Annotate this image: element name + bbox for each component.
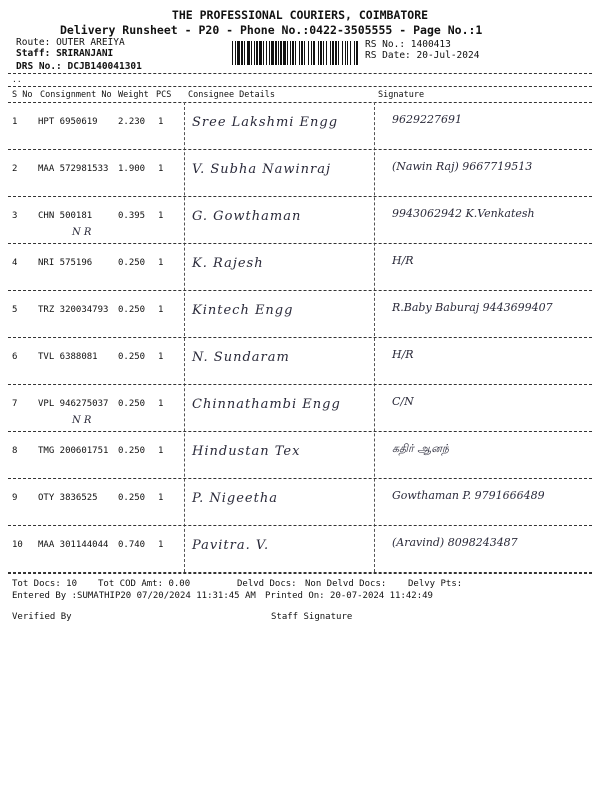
row-pcs: 1 [158,540,164,550]
col-weight: Weight [118,90,149,100]
rs-no-label: RS No.: [365,39,406,50]
row-weight: 0.250 [118,493,146,503]
row-divider [8,478,592,479]
row-pcs: 1 [158,164,164,174]
drs-label: DRS No.: [16,61,62,72]
row-divider [8,149,592,150]
row-weight: 0.250 [118,446,146,456]
divider [8,86,592,87]
row-consignee: N. Sundaram [192,350,290,365]
row-note: N R [72,227,92,238]
row-consignee: G. Gowthaman [192,209,302,224]
drs-value: DCJB140041301 [67,61,142,72]
row-consignment: MAA 301144044 [38,540,109,550]
row-sno: 3 [12,211,18,221]
row-consignee: Chinnathambi Engg [192,397,341,412]
row-divider [8,196,592,197]
printed-on: Printed On: 20-07-2024 11:42:49 [265,591,433,601]
row-divider [8,431,592,432]
col-signature: Signature [378,90,425,100]
row-divider [8,243,592,244]
entered-by: Entered By :SUMATHIP20 07/20/2024 11:31:45 AM [12,591,256,601]
rs-date-value: 20-Jul-2024 [416,50,480,61]
row-consignment: TRZ 320034793 [38,305,109,315]
rs-date-line [365,50,479,61]
row-consignment: NRI 575196 [38,258,93,268]
row-pcs: 1 [158,446,164,456]
row-signature: 9629227691 [392,113,462,126]
col-sno: S No [12,90,33,100]
row-consignee: Kintech Engg [192,303,294,318]
row-divider [8,290,592,291]
row-pcs: 1 [158,305,164,315]
row-sno: 2 [12,164,18,174]
divider [8,102,592,103]
row-divider [8,525,592,526]
staff-line [16,48,113,59]
route-label: Route: [16,37,51,48]
row-consignee: V. Subha Nawinraj [192,162,332,177]
staff-value: SRIRANJANI [56,48,114,59]
row-sno: 5 [12,305,18,315]
row-pcs: 1 [158,493,164,503]
non-delvd-docs: Non Delvd Docs: [305,579,387,589]
staff-label: Staff: [16,48,51,59]
row-consignee: P. Nigeetha [192,491,278,506]
row-sno: 9 [12,493,18,503]
runsheet-subtitle: Delivery Runsheet - P20 - Phone No.:0422-3505555 - Page No.:1 [60,23,483,37]
row-consignment: MAA 572981533 [38,164,109,174]
col-pcs: PCS [156,90,172,100]
tot-cod: Tot COD Amt: 0.00 [98,579,191,589]
row-pcs: 1 [158,211,164,221]
tot-docs: Tot Docs: 10 [12,579,78,589]
staff-signature: Staff Signature [271,612,353,622]
row-signature: (Nawin Raj) 9667719513 [392,160,533,173]
route-line [16,37,125,48]
row-signature: Gowthaman P. 9791666489 [392,489,545,502]
divider [8,573,592,574]
row-signature: H/R [392,348,414,361]
row-pcs: 1 [158,258,164,268]
row-signature: C/N [392,395,414,408]
row-sno: 7 [12,399,18,409]
col-consignee: Consignee Details [188,90,275,100]
row-consignment: OTY 3836525 [38,493,98,503]
verified-by: Verified By [12,612,72,622]
divider [8,73,592,74]
row-consignment: VPL 946275037 [38,399,109,409]
row-signature: H/R [392,254,414,267]
row-sno: 10 [12,540,23,550]
row-divider [8,384,592,385]
rs-no-line [365,39,451,50]
row-consignee: Pavitra. V. [192,538,270,553]
row-weight: 0.250 [118,305,146,315]
row-signature: கதிர் ஆனந் [392,442,449,455]
row-weight: 0.395 [118,211,146,221]
drs-line [16,61,142,72]
row-signature: R.Baby Baburaj 9443699407 [392,301,553,314]
route-value: OUTER AREIYA [56,37,125,48]
row-weight: 0.740 [118,540,146,550]
row-sno: 1 [12,117,18,127]
row-sno: 4 [12,258,18,268]
row-signature: 9943062942 K.Venkatesh [392,207,535,220]
row-consignment: CHN 500181 [38,211,93,221]
row-consignee: Hindustan Tex [192,444,301,459]
row-consignee: Sree Lakshmi Engg [192,115,339,130]
row-note: N R [72,415,92,426]
page-title: THE PROFESSIONAL COURIERS, COIMBATORE [171,8,429,22]
rs-date-label: RS Date: [365,50,411,61]
row-divider [8,337,592,338]
dots: .. [12,75,22,84]
rs-no-value: 1400413 [410,39,451,50]
row-consignment: TMG 200601751 [38,446,109,456]
row-sno: 8 [12,446,18,456]
row-weight: 0.250 [118,258,146,268]
row-pcs: 1 [158,399,164,409]
row-weight: 1.900 [118,164,146,174]
row-pcs: 1 [158,352,164,362]
row-sno: 6 [12,352,18,362]
row-pcs: 1 [158,117,164,127]
row-consignee: K. Rajesh [192,256,264,271]
row-signature: (Aravind) 8098243487 [392,536,518,549]
row-consignment: HPT 6950619 [38,117,98,127]
row-consignment: TVL 6388081 [38,352,98,362]
col-consignment: Consignment No [40,90,112,100]
barcode-icon [232,41,358,65]
row-weight: 0.250 [118,352,146,362]
delvd-docs: Delvd Docs: [237,579,297,589]
delvy-pts: Delvy Pts: [408,579,463,589]
row-weight: 0.250 [118,399,146,409]
row-weight: 2.230 [118,117,146,127]
